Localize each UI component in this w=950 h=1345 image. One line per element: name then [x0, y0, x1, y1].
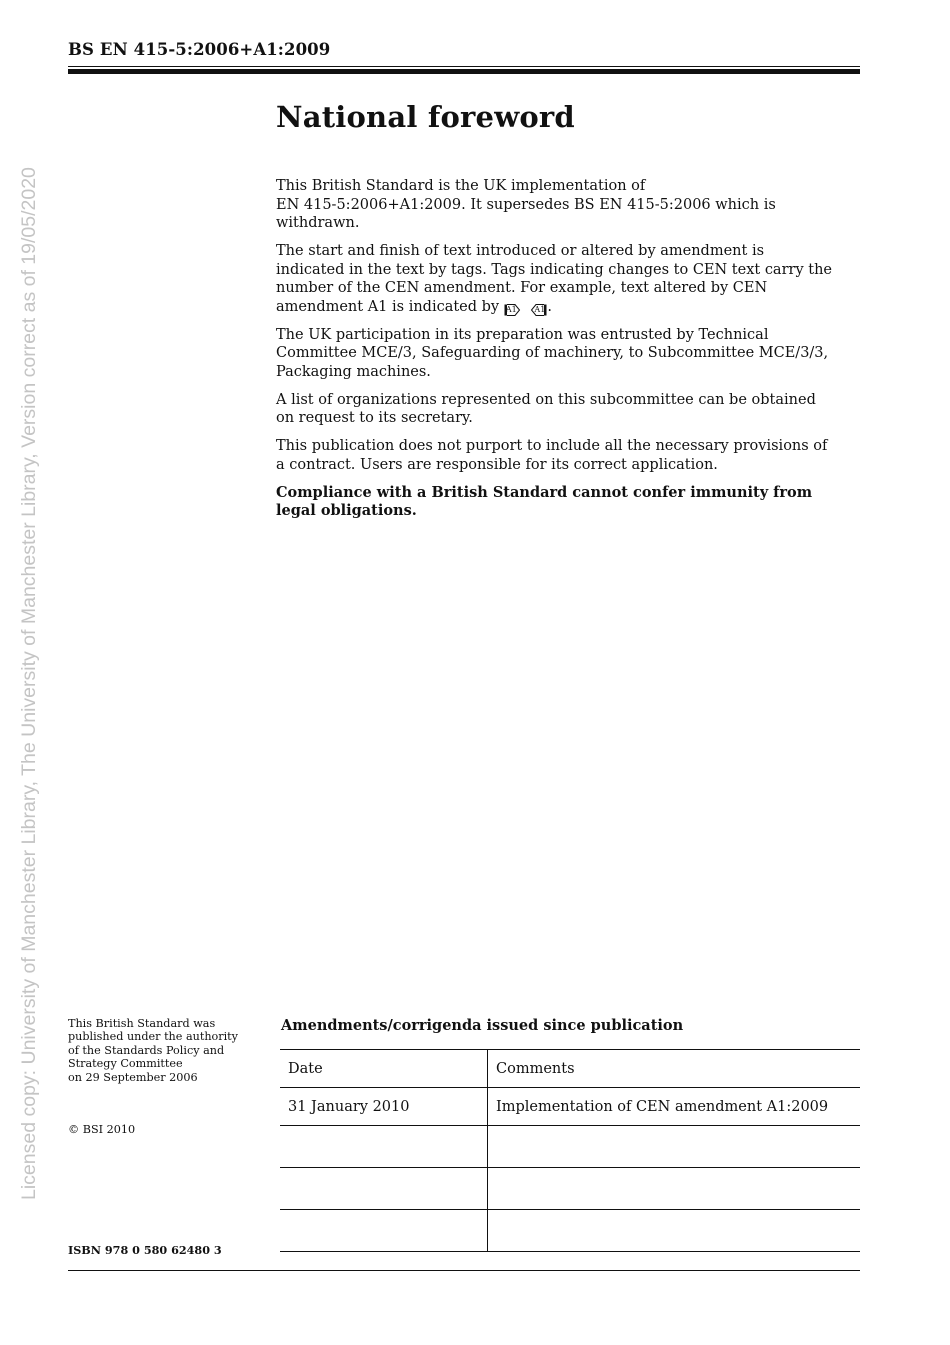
paragraph-implementation-line1: This British Standard is the UK implementation of: [276, 178, 646, 194]
table-row: [280, 1210, 860, 1252]
paragraph-organizations: A list of organizations represented on this subcommittee can be obtained on request to its secretary.: [276, 391, 816, 426]
paragraph-participation: The UK participation in its preparation was entrusted by Technical Committee MCE/3, Safeguarding of machinery, to Subcommittee MCE/3/3, Packaging machines.: [276, 326, 829, 380]
paragraph-compliance: Compliance with a British Standard cannot confer immunity from legal obligations.: [276, 483, 813, 519]
page-title: National foreword: [276, 100, 575, 134]
foreword-body: [276, 177, 836, 530]
header-rule-thin: [68, 66, 860, 67]
paragraph-amendment-tags-end: .: [547, 298, 552, 315]
amendment-open-tag-label: A1: [505, 304, 517, 314]
publication-note: [68, 1017, 268, 1084]
header-standard-id: BS EN 415-5:2006+A1:2009: [68, 40, 331, 59]
copyright-notice: © BSI 2010: [68, 1123, 136, 1136]
footer-rule: [68, 1270, 860, 1271]
publication-note-line5: on 29 September 2006: [68, 1070, 198, 1084]
publication-note-line3: of the Standards Policy and: [68, 1043, 225, 1057]
paragraph-implementation: [276, 177, 836, 233]
table-cell-date: 31 January 2010: [280, 1088, 488, 1126]
table-cell-date: [280, 1126, 488, 1168]
publication-note-line4: Strategy Committee: [68, 1057, 183, 1071]
table-cell-comments: [488, 1168, 861, 1210]
amendment-close-tag-icon: [530, 304, 547, 316]
amendments-title: Amendments/corrigenda issued since publication: [281, 1017, 684, 1034]
column-header-date: Date: [280, 1050, 488, 1088]
table-row: [280, 1168, 860, 1210]
table-cell-comments: [488, 1126, 861, 1168]
header-rule-thick: [68, 69, 860, 74]
table-row: [280, 1126, 860, 1168]
paragraph-amendment-tags-text: The start and finish of text introduced or altered by amendment is indicated in the text by tags. Tags indicating changes to CEN text carry the number of the CEN amendment. For example, text altered by CEN amendment A1 is indicated by: [276, 243, 832, 315]
paragraph-contract: This publication does not purport to include all the necessary provisions of a contract. Users are responsible for its correct application.: [276, 438, 828, 473]
table-header-row: [280, 1050, 860, 1088]
amendment-open-tag-icon: [504, 304, 521, 316]
isbn-number: ISBN 978 0 580 62480 3: [68, 1243, 222, 1257]
amendment-close-tag-label: A1: [534, 304, 546, 314]
publication-note-line1: This British Standard was: [68, 1017, 216, 1030]
table-cell-comments: Implementation of CEN amendment A1:2009: [488, 1088, 861, 1126]
license-watermark: Licensed copy: University of Manchester Library, The University of Manchester Library, Version correct as of 19/05/2020: [18, 167, 40, 1200]
table-cell-date: [280, 1168, 488, 1210]
table-row: [280, 1088, 860, 1126]
table-cell-comments: [488, 1210, 861, 1252]
table-cell-date: [280, 1210, 488, 1252]
paragraph-implementation-line2: EN 415-5:2006+A1:2009. It supersedes BS EN 415-5:2006 which is withdrawn.: [276, 196, 776, 231]
column-header-comments: Comments: [488, 1050, 861, 1088]
publication-note-line2: published under the authority: [68, 1030, 238, 1044]
paragraph-amendment-tags: [276, 242, 836, 316]
amendments-table: [280, 1049, 860, 1252]
